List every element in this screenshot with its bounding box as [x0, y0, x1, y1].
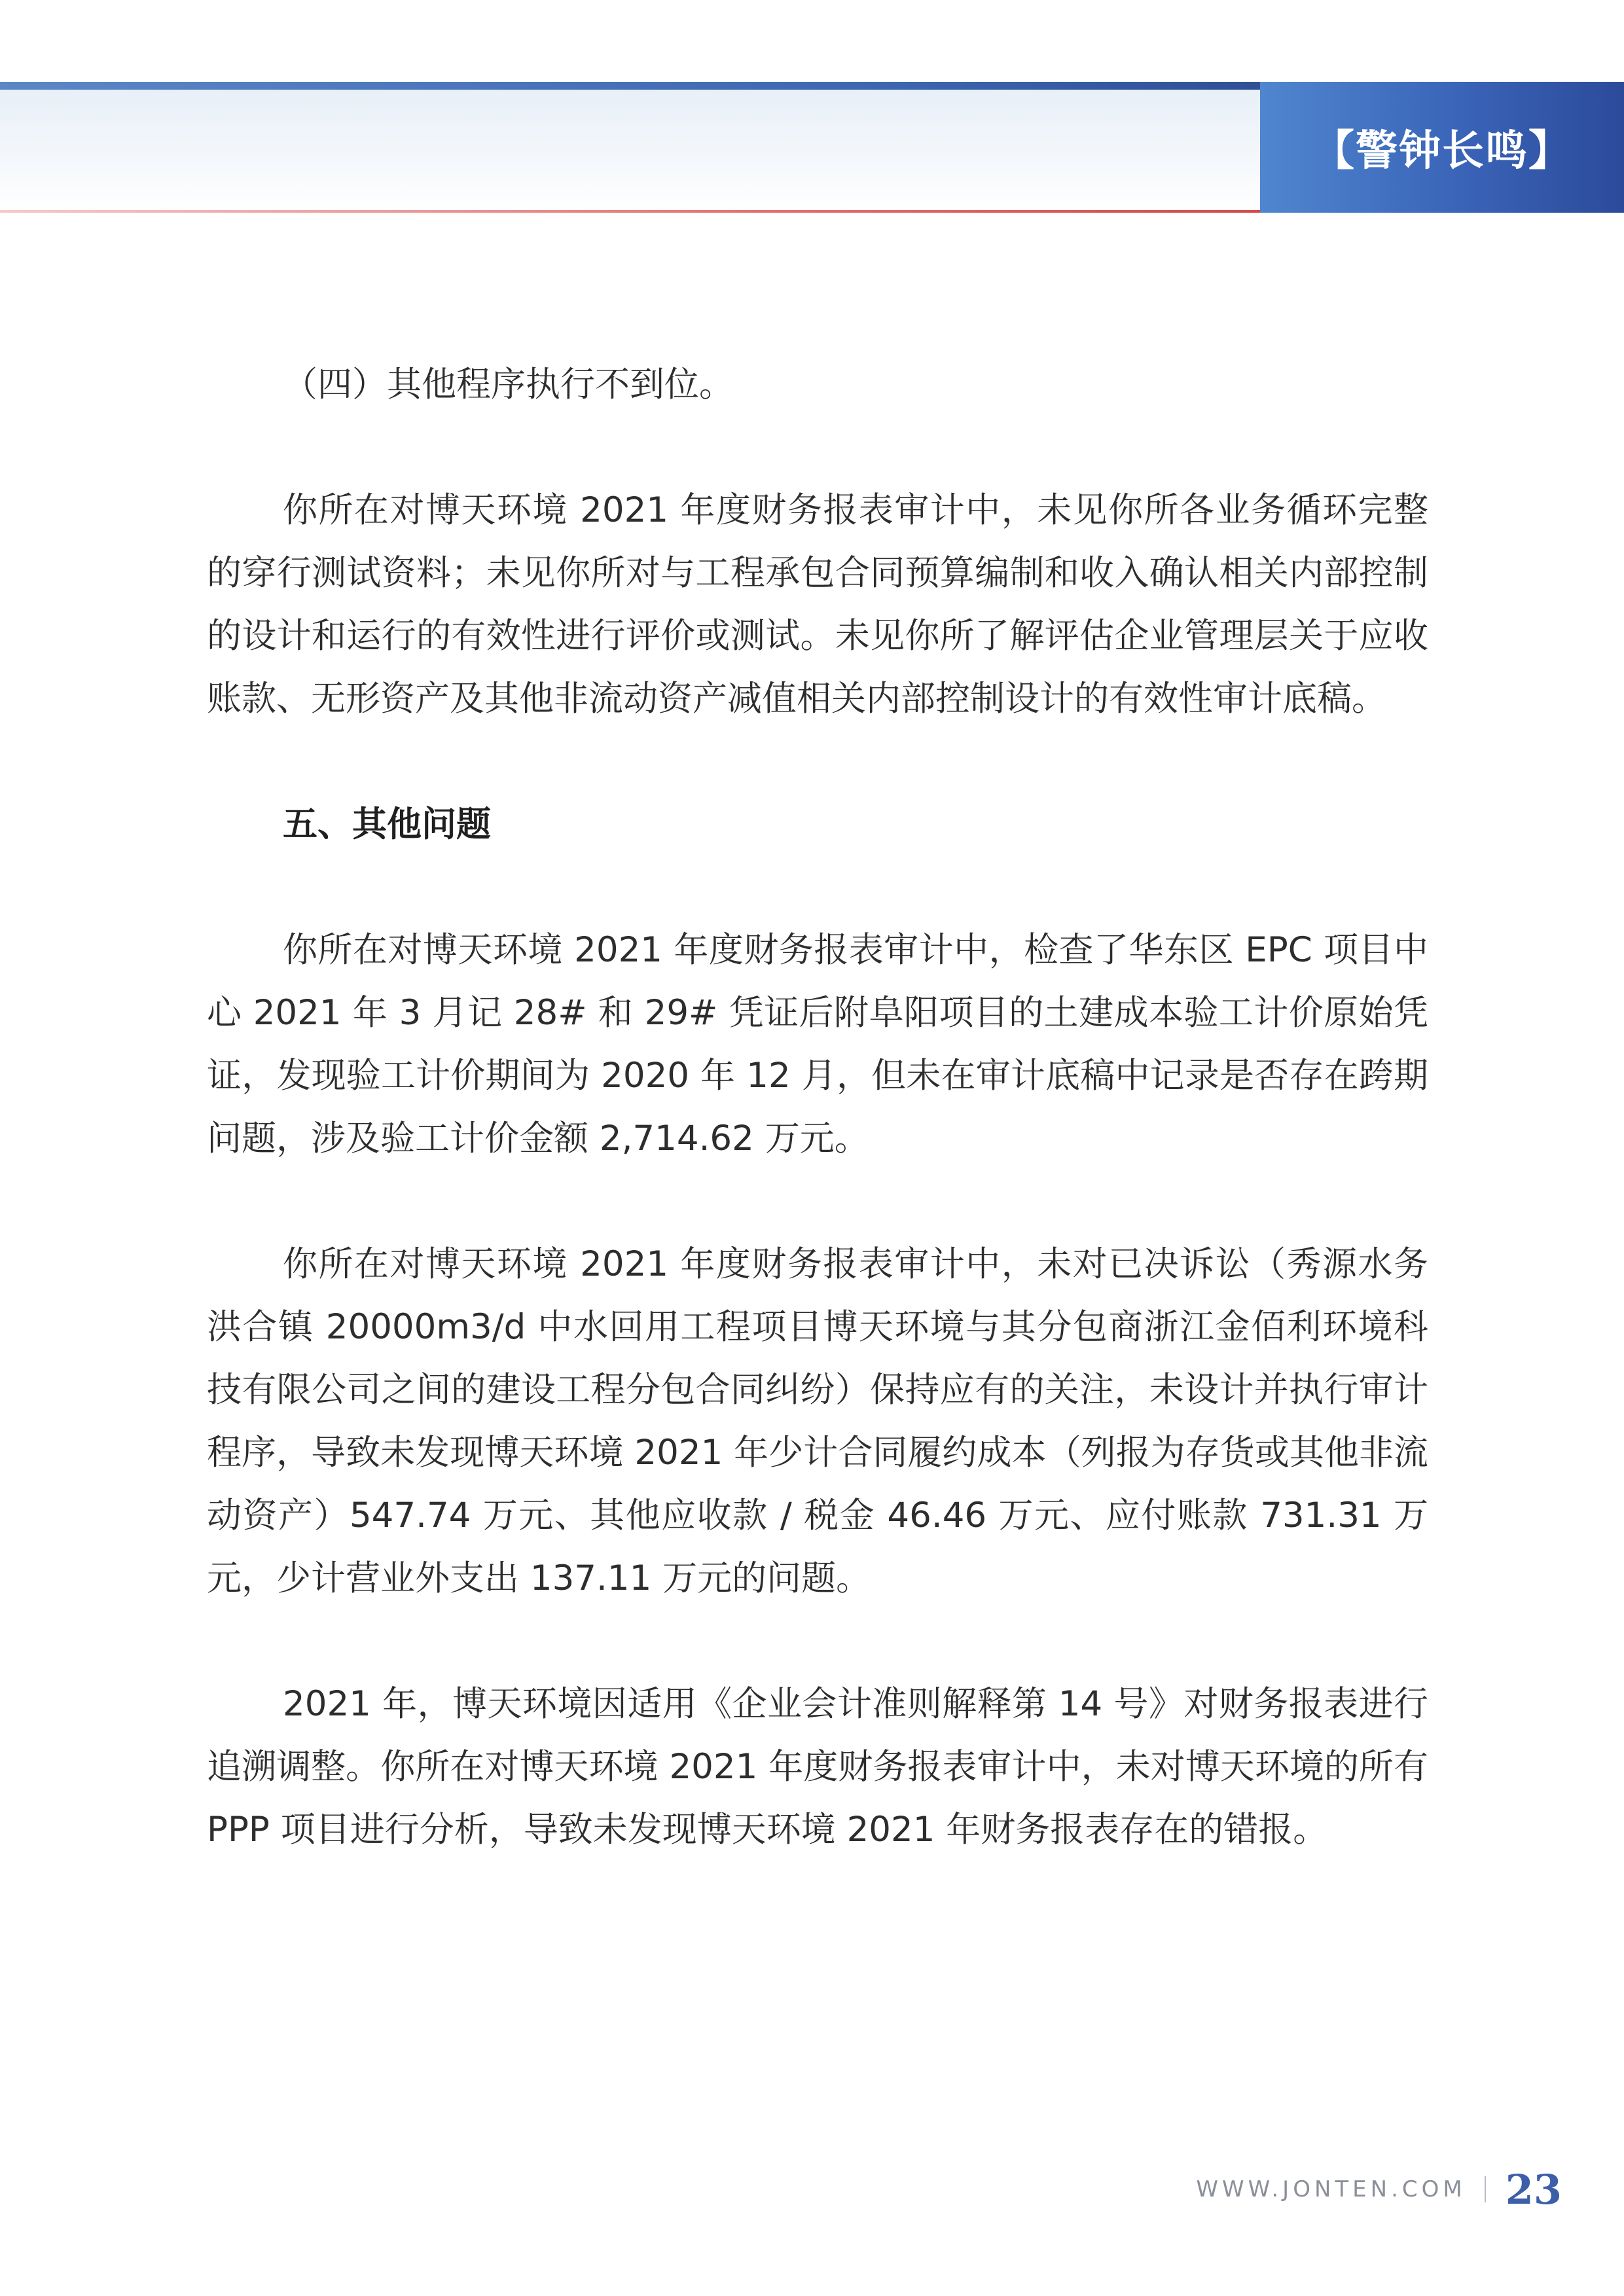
paragraph-gap [207, 1170, 1428, 1233]
section-heading: 五、其他问题 [283, 804, 491, 844]
page-footer [1196, 2163, 1562, 2215]
paragraph-2: 你所在对博天环境 2021 年度财务报表审计中，检查了华东区 EPC 项目中心 2021 年 3 月记 28# 和 29# 凭证后附阜阳项目的土建成本验工计价原始凭证，发现验工计价期间为 2020 年 12 月，但未在审计底稿中记录是否存在跨期问题，涉及验工计价金额 2,714.62 万元。 [207, 930, 1428, 1158]
header-section-tag [1260, 82, 1624, 213]
subsection-title: （四）其他程序执行不到位。 [283, 365, 734, 404]
paragraph-gap [207, 416, 1428, 479]
footer-divider [1485, 2176, 1486, 2202]
header-band [0, 82, 1267, 213]
article-body [207, 353, 1428, 1861]
header-top-line [0, 82, 1267, 90]
paragraph-gap [207, 1610, 1428, 1673]
header-red-line [0, 210, 1263, 213]
paragraph-gap [207, 730, 1428, 793]
header-section-tag-text: 【警钟长鸣】 [1312, 126, 1572, 175]
paragraph-3: 你所在对博天环境 2021 年度财务报表审计中，未对已决诉讼（秀源水务洪合镇 20000m3/d 中水回用工程项目博天环境与其分包商浙江金佰利环境科技有限公司之间的建设工程分包合同纠纷）保持应有的关注，未设计并执行审计程序，导致未发现博天环境 2021 年少计合同履约成本（列报为存货或其他非流动资产）547.74 万元、其他应收款 / 税金 46.46 万元、应付账款 731.31 万元，少计营业外支出 137.11 万元的问题。 [207, 1244, 1428, 1598]
page-number: 23 [1505, 2165, 1562, 2214]
paragraph-gap [207, 856, 1428, 919]
footer-website-link[interactable]: WWW.JONTEN.COM [1196, 2176, 1466, 2202]
paragraph-1: 你所在对博天环境 2021 年度财务报表审计中，未见你所各业务循环完整的穿行测试资料；未见你所对与工程承包合同预算编制和收入确认相关内部控制的设计和运行的有效性进行评价或测试。未见你所了解评估企业管理层关于应收账款、无形资产及其他非流动资产减值相关内部控制设计的有效性审计底稿。 [207, 490, 1428, 719]
paragraph-4: 2021 年，博天环境因适用《企业会计准则解释第 14 号》对财务报表进行追溯调整。你所在对博天环境 2021 年度财务报表审计中，未对博天环境的所有 PPP 项目进行分析，导致未发现博天环境 2021 年财务报表存在的错报。 [207, 1684, 1428, 1850]
